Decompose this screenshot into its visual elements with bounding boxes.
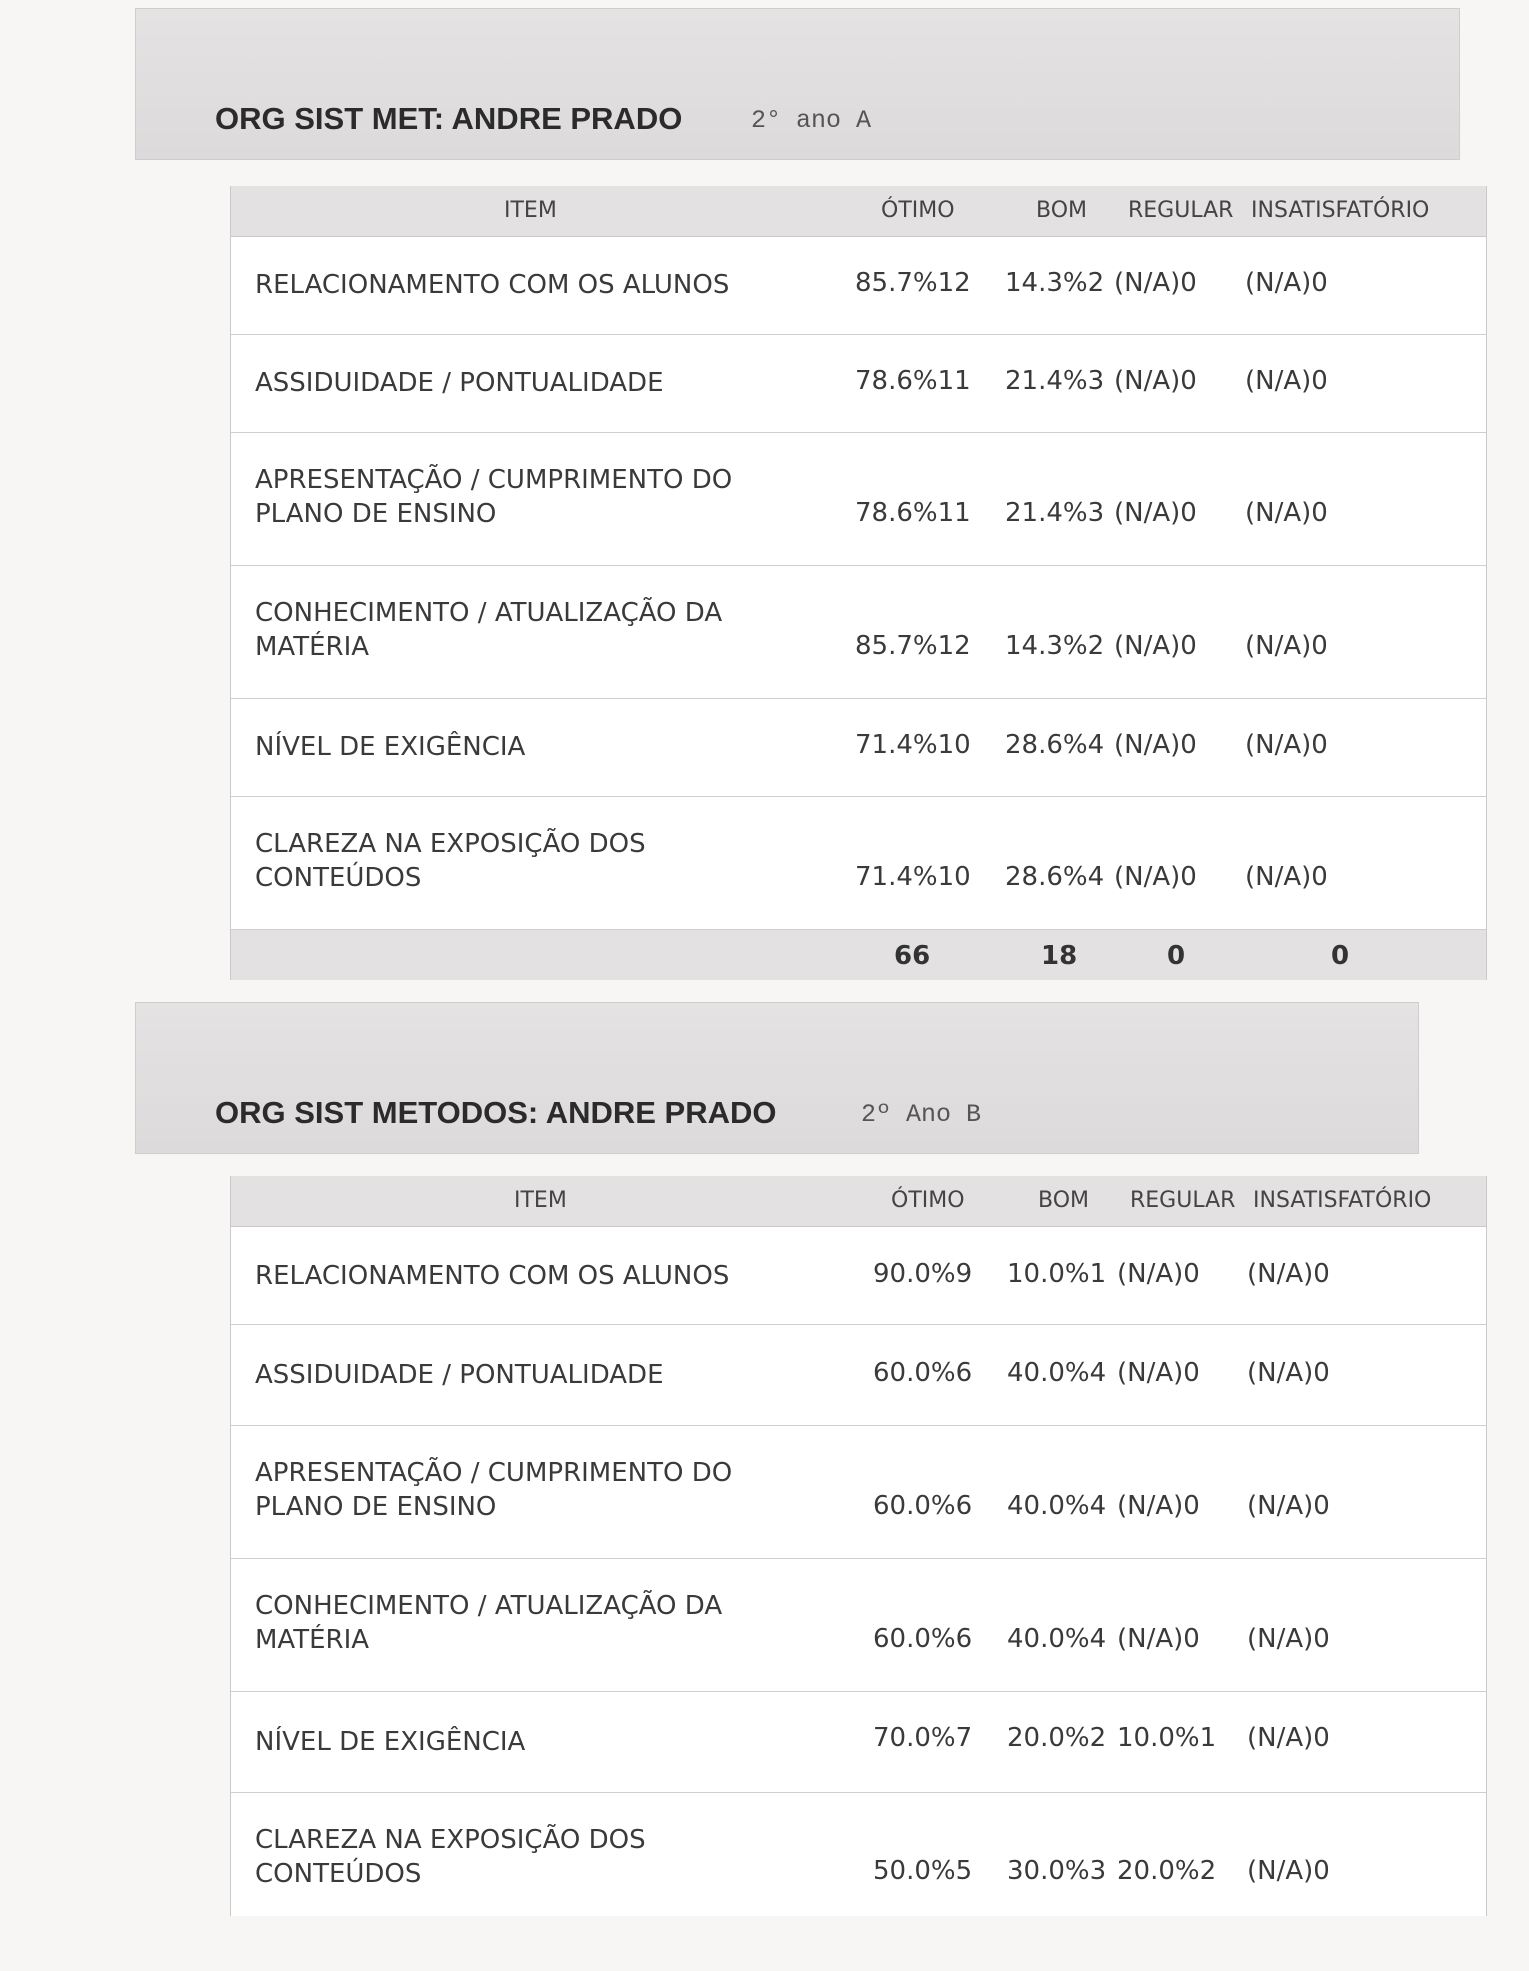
cell-otimo: 60.0%6: [873, 1358, 973, 1388]
section-1-header: [135, 8, 1460, 160]
section-1-table: [230, 186, 1487, 980]
col-header-bom: BOM: [1038, 1188, 1090, 1213]
section-2-handwritten-note: 2º Ano B: [861, 1100, 982, 1129]
col-header-item: ITEM: [514, 1188, 567, 1213]
cell-regular: (N/A)0: [1114, 730, 1197, 760]
cell-insatisfatorio: (N/A)0: [1245, 498, 1328, 528]
cell-regular: (N/A)0: [1114, 631, 1197, 661]
row-item-label: RELACIONAMENTO COM OS ALUNOS: [255, 270, 730, 300]
cell-bom: 20.0%2: [1007, 1723, 1107, 1753]
cell-bom: 40.0%4: [1007, 1358, 1107, 1388]
cell-regular: (N/A)0: [1114, 268, 1197, 298]
cell-bom: 10.0%1: [1007, 1259, 1107, 1289]
cell-bom: 30.0%3: [1007, 1856, 1107, 1886]
cell-otimo: 78.6%11: [855, 498, 971, 528]
col-header-regular: REGULAR: [1130, 1188, 1236, 1213]
row-item-label: APRESENTAÇÃO / CUMPRIMENTO DO PLANO DE ENSINO: [255, 465, 733, 529]
cell-bom: 21.4%3: [1005, 498, 1105, 528]
cell-insatisfatorio: (N/A)0: [1247, 1358, 1330, 1388]
cell-bom: 40.0%4: [1007, 1624, 1107, 1654]
cell-otimo: 85.7%12: [855, 631, 971, 661]
row-item-label: CONHECIMENTO / ATUALIZAÇÃO DA MATÉRIA: [255, 598, 723, 662]
cell-insatisfatorio: (N/A)0: [1245, 631, 1328, 661]
row-item-label: NÍVEL DE EXIGÊNCIA: [255, 1727, 526, 1757]
cell-insatisfatorio: (N/A)0: [1245, 268, 1328, 298]
table-row: [231, 1325, 1486, 1426]
col-header-otimo: ÓTIMO: [881, 198, 955, 223]
col-header-otimo: ÓTIMO: [891, 1188, 965, 1213]
cell-insatisfatorio: (N/A)0: [1247, 1856, 1330, 1886]
table-row: [231, 1227, 1486, 1325]
cell-regular: (N/A)0: [1117, 1491, 1200, 1521]
row-item-label: NÍVEL DE EXIGÊNCIA: [255, 732, 526, 762]
cell-otimo: 71.4%10: [855, 730, 971, 760]
cell-otimo: 60.0%6: [873, 1491, 973, 1521]
col-header-insatisfatorio: INSATISFATÓRIO: [1253, 1188, 1432, 1213]
table-row: [231, 335, 1486, 433]
row-item-label: CLAREZA NA EXPOSIÇÃO DOS CONTEÚDOS: [255, 1825, 646, 1889]
cell-otimo: 85.7%12: [855, 268, 971, 298]
cell-insatisfatorio: (N/A)0: [1247, 1491, 1330, 1521]
cell-otimo: 60.0%6: [873, 1624, 973, 1654]
cell-insatisfatorio: (N/A)0: [1245, 730, 1328, 760]
cell-regular: (N/A)0: [1114, 366, 1197, 396]
col-header-regular: REGULAR: [1128, 198, 1234, 223]
cell-bom: 40.0%4: [1007, 1491, 1107, 1521]
col-header-item: ITEM: [504, 198, 557, 223]
cell-regular: (N/A)0: [1114, 498, 1197, 528]
table-row: [231, 1426, 1486, 1559]
table-row: [231, 1692, 1486, 1793]
cell-regular: 20.0%2: [1117, 1856, 1217, 1886]
cell-regular: (N/A)0: [1114, 862, 1197, 892]
row-item-label: RELACIONAMENTO COM OS ALUNOS: [255, 1261, 730, 1291]
row-item-label: ASSIDUIDADE / PONTUALIDADE: [255, 368, 664, 398]
cell-insatisfatorio: (N/A)0: [1245, 366, 1328, 396]
cell-otimo: 78.6%11: [855, 366, 971, 396]
cell-otimo: 71.4%10: [855, 862, 971, 892]
cell-bom: 28.6%4: [1005, 730, 1105, 760]
table-row: [231, 797, 1486, 930]
row-item-label: APRESENTAÇÃO / CUMPRIMENTO DO PLANO DE ENSINO: [255, 1458, 733, 1522]
total-bom: 18: [1041, 941, 1078, 971]
cell-otimo: 50.0%5: [873, 1856, 973, 1886]
cell-otimo: 90.0%9: [873, 1259, 973, 1289]
table-row: [231, 699, 1486, 797]
cell-regular: 10.0%1: [1117, 1723, 1217, 1753]
col-header-bom: BOM: [1036, 198, 1088, 223]
cell-bom: 14.3%2: [1005, 268, 1105, 298]
table-row: [231, 237, 1486, 335]
cell-insatisfatorio: (N/A)0: [1247, 1723, 1330, 1753]
cell-insatisfatorio: (N/A)0: [1247, 1259, 1330, 1289]
table-row: [231, 1793, 1486, 1916]
col-header-insatisfatorio: INSATISFATÓRIO: [1251, 198, 1430, 223]
row-item-label: CLAREZA NA EXPOSIÇÃO DOS CONTEÚDOS: [255, 829, 646, 893]
cell-insatisfatorio: (N/A)0: [1247, 1624, 1330, 1654]
cell-otimo: 70.0%7: [873, 1723, 973, 1753]
total-insatisfatorio: 0: [1331, 941, 1350, 971]
section-1-title: ORG SIST MET: ANDRE PRADO: [215, 101, 683, 136]
table-row: [231, 566, 1486, 699]
cell-bom: 14.3%2: [1005, 631, 1105, 661]
total-otimo: 66: [894, 941, 931, 971]
cell-regular: (N/A)0: [1117, 1624, 1200, 1654]
section-1-totals-row: [231, 930, 1486, 980]
section-1-handwritten-note: 2° ano A: [751, 106, 872, 135]
section-2-header: [135, 1002, 1419, 1154]
table-row: [231, 433, 1486, 566]
cell-bom: 28.6%4: [1005, 862, 1105, 892]
cell-regular: (N/A)0: [1117, 1358, 1200, 1388]
cell-insatisfatorio: (N/A)0: [1245, 862, 1328, 892]
section-2-table: [230, 1176, 1487, 1916]
section-2-table-header: [231, 1176, 1486, 1227]
cell-bom: 21.4%3: [1005, 366, 1105, 396]
section-2-title: ORG SIST METODOS: ANDRE PRADO: [215, 1095, 777, 1130]
cell-regular: (N/A)0: [1117, 1259, 1200, 1289]
table-row: [231, 1559, 1486, 1692]
total-regular: 0: [1167, 941, 1186, 971]
row-item-label: CONHECIMENTO / ATUALIZAÇÃO DA MATÉRIA: [255, 1591, 723, 1655]
section-1-table-header: [231, 186, 1486, 237]
row-item-label: ASSIDUIDADE / PONTUALIDADE: [255, 1360, 664, 1390]
